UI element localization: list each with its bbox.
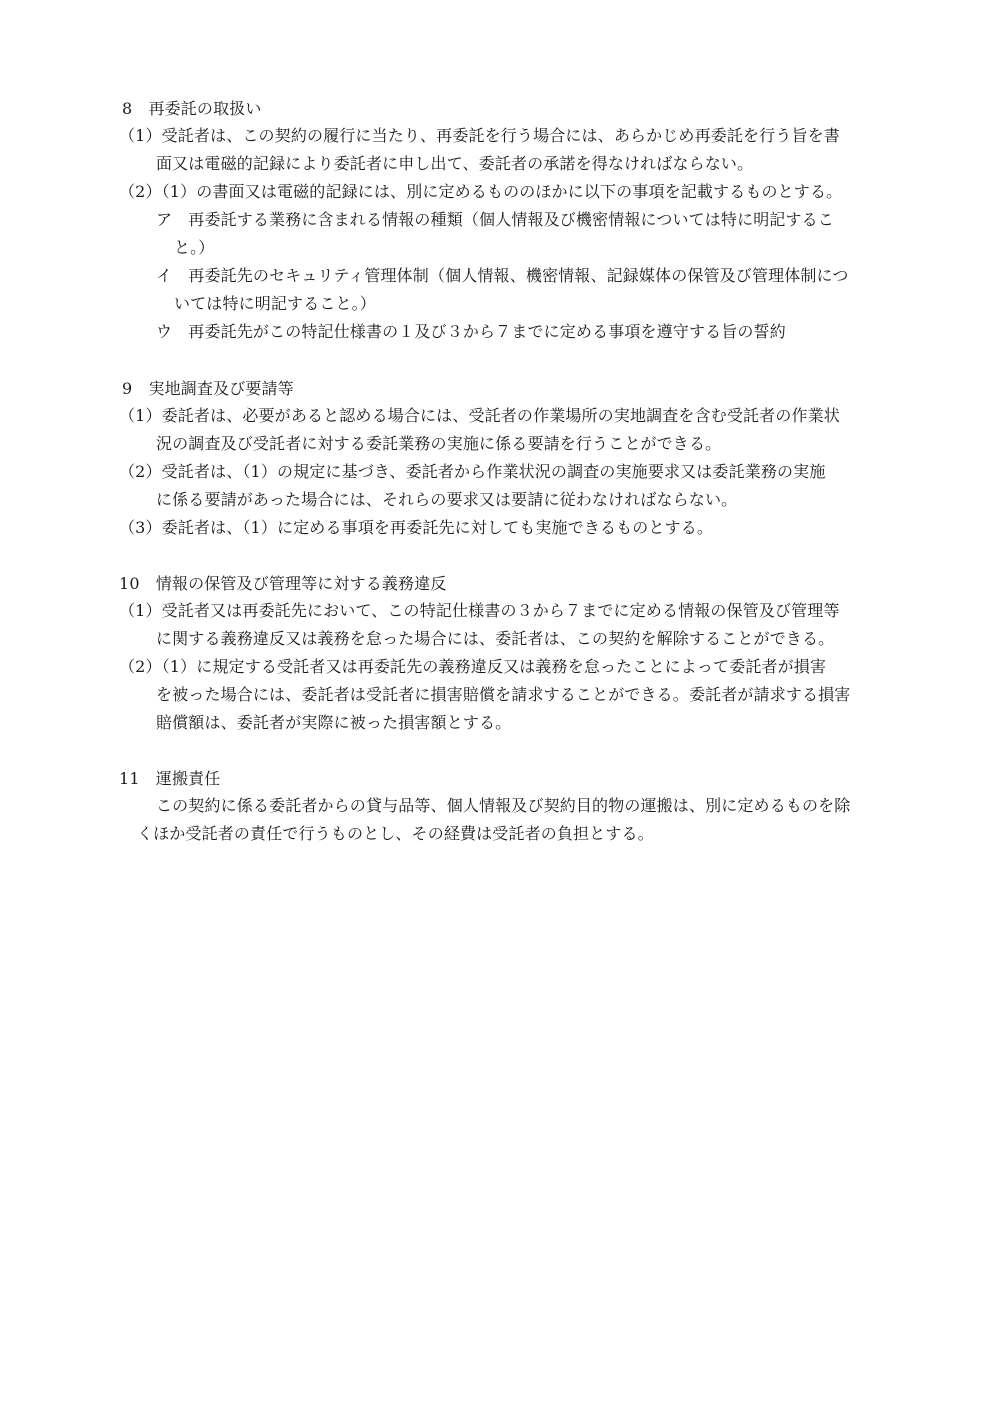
section-line: を被った場合には、委託者は受託者に損害賠償を請求することができる。委託者が請求する損害 [156, 685, 851, 704]
section-line: に係る要請があった場合には、それらの要求又は要請に従わなければならない。 [156, 490, 738, 509]
section-line: （1）受託者又は再委託先において、この特記仕様書の３から７までに定める情報の保管及び管理等 [119, 601, 840, 620]
section-heading: 9 実地調査及び要請等 [122, 379, 294, 398]
section-line: ウ 再委託先がこの特記仕様書の１及び３から７までに定める事項を遵守する旨の誓約 [156, 322, 786, 341]
section-line: 面又は電磁的記録により委託者に申し出て、委託者の承諾を得なければならない。 [156, 154, 754, 173]
section-heading: 10 情報の保管及び管理等に対する義務違反 [119, 574, 447, 593]
section-line: この契約に係る委託者からの貸与品等、個人情報及び契約目的物の運搬は、別に定めるものを除 [156, 796, 851, 815]
section-line: に関する義務違反又は義務を怠った場合には、委託者は、この契約を解除することができる。 [156, 629, 835, 648]
section-line: ア 再委託する業務に含まれる情報の種類（個人情報及び機密情報については特に明記するこ [156, 210, 834, 229]
section-line: くほか受託者の責任で行うものとし、その経費は受託者の負担とする。 [137, 824, 654, 843]
section-line: （1）受託者は、この契約の履行に当たり、再委託を行う場合には、あらかじめ再委託を行う旨を書 [119, 126, 840, 145]
section-line: 況の調査及び受託者に対する委託業務の実施に係る要請を行うことができる。 [156, 434, 722, 453]
section-line: と。） [174, 238, 215, 257]
section-line: （2）受託者は、（1）の規定に基づき、委託者から作業状況の調査の実施要求又は委託業務の実施 [119, 462, 826, 481]
section-heading: 8 再委託の取扱い [122, 99, 262, 118]
section-line: （1）委託者は、必要があると認める場合には、受託者の作業場所の実地調査を含む受託者の作業状 [119, 406, 840, 425]
section-line: イ 再委託先のセキュリティ管理体制（個人情報、機密情報、記録媒体の保管及び管理体制につ [156, 266, 849, 285]
section-line: （3）委託者は、（1）に定める事項を再委託先に対しても実施できるものとする。 [119, 518, 714, 537]
section-line: （2）（1）の書面又は電磁的記録には、別に定めるもののほかに以下の事項を記載するものとする。 [119, 182, 843, 201]
section-heading: 11 運搬責任 [119, 769, 221, 788]
section-line: （2）（1）に規定する受託者又は再委託先の義務違反又は義務を怠ったことによって委託者が損害 [119, 657, 827, 676]
section-line: 賠償額は、委託者が実際に被った損害額とする。 [156, 713, 512, 732]
section-line: いては特に明記すること。） [174, 294, 376, 313]
